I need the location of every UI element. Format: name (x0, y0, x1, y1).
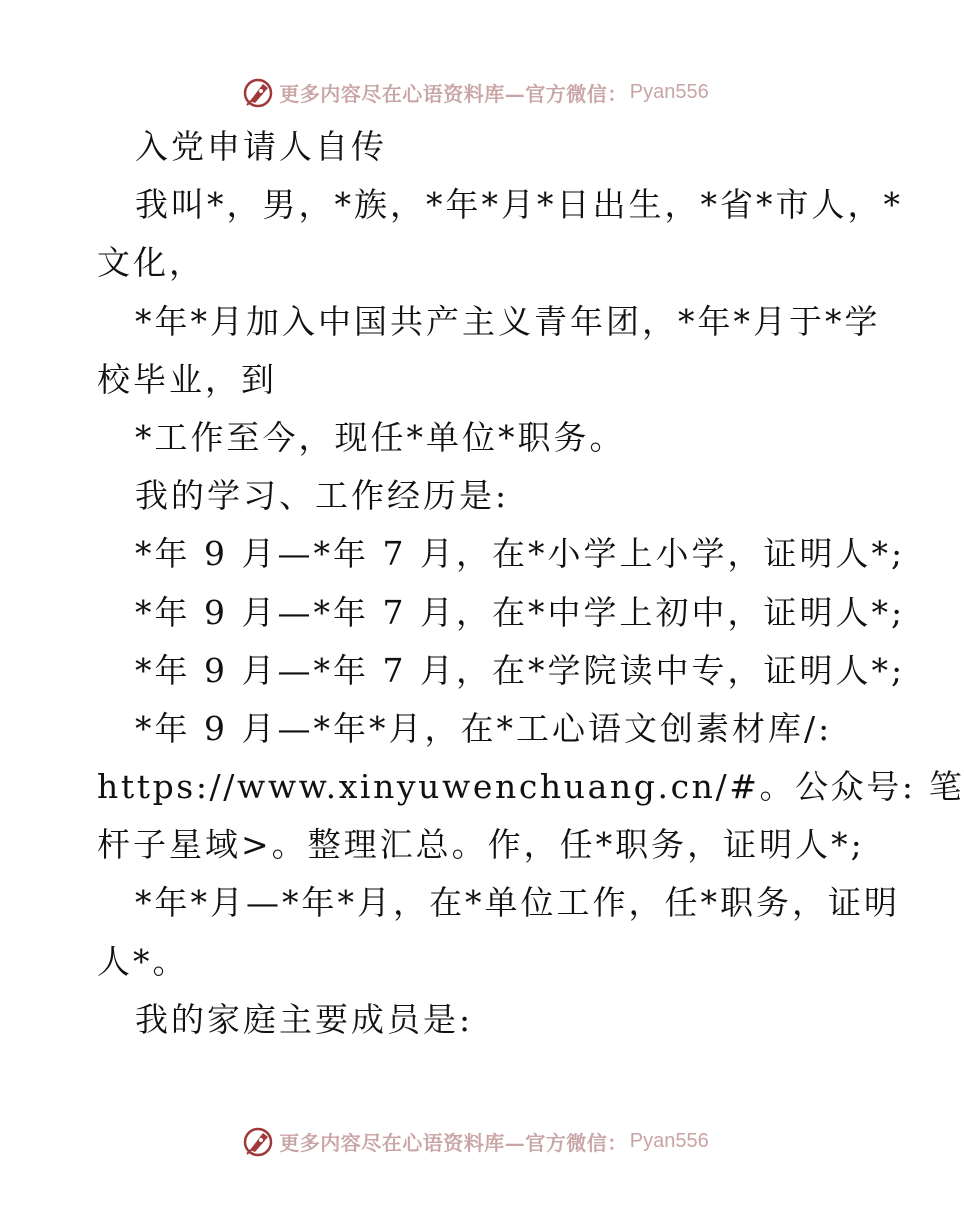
footer-watermark-banner (0, 1121, 950, 1161)
banner-text: 更多内容尽在心语资料库—官方微信： (279, 1130, 628, 1155)
history-item-continuation: 杆子星域>。整理汇总。作，任*职务，证明人*; (97, 825, 865, 865)
history-item: *年 9 月—*年 7 月，在*学院读中专，证明人*; (135, 650, 906, 690)
paragraph-line: *工作至今，现任*单位*职务。 (135, 417, 626, 457)
banner-text: 更多内容尽在心语资料库—官方微信： (279, 81, 628, 106)
section-heading: 我的学习、工作经历是: (135, 476, 510, 516)
banner-wechat-id: Pyan556 (629, 80, 709, 103)
paragraph-line: *年*月加入中国共产主义青年团，*年*月于*学 (135, 301, 881, 341)
document-body (97, 118, 964, 1049)
paragraph-line: 文化， (97, 243, 205, 283)
pen-nib-circle-icon (241, 75, 275, 109)
banner-wechat-id: Pyan556 (629, 1129, 709, 1152)
paragraph-line: 我叫*，男，*族，*年*月*日出生，*省*市人，* (135, 185, 903, 225)
document-title: 入党申请人自传 (135, 127, 387, 166)
history-item: *年 9 月—*年 7 月，在*中学上初中，证明人*; (135, 592, 906, 632)
history-item: *年*月—*年*月，在*单位工作，任*职务，证明 (135, 883, 900, 923)
paragraph-line: 校毕业，到 (97, 359, 277, 399)
history-item: *年 9 月—*年 7 月，在*小学上小学，证明人*; (135, 534, 906, 574)
history-item-continuation: https://www.xinyuwenchuang.cn/#。公众号: 笔 (97, 767, 964, 807)
section-heading: 我的家庭主要成员是: (135, 999, 474, 1039)
history-item: *年 9 月—*年*月，在*工心语文创素材库/: (135, 708, 833, 748)
header-watermark-banner (0, 72, 950, 112)
history-item-continuation: 人*。 (97, 941, 189, 981)
pen-nib-circle-icon (241, 1124, 275, 1158)
